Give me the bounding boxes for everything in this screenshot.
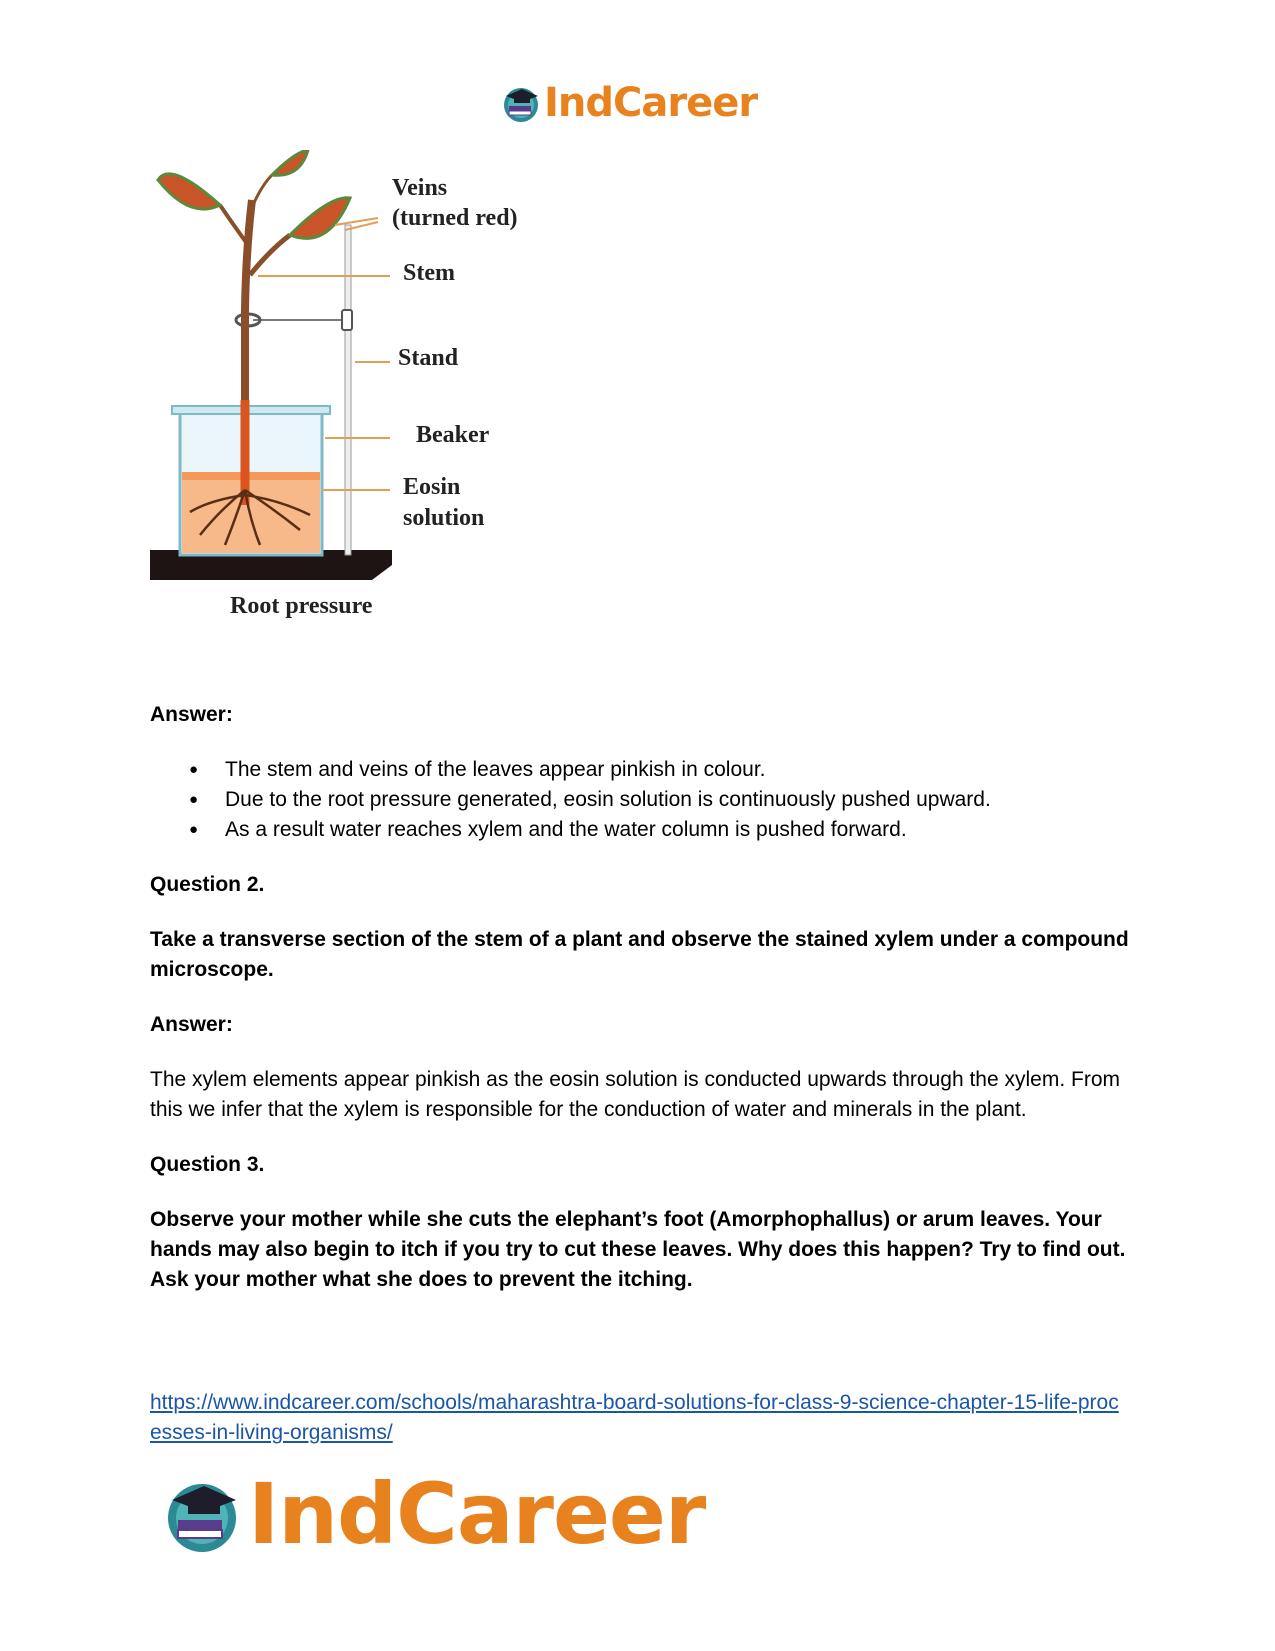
main-content [150,700,1130,1320]
stand-rod [345,225,351,555]
label-beaker: Beaker [416,422,490,448]
beaker-rim [172,406,330,414]
label-solution: solution [403,505,485,531]
question-2-label: Question 2. [150,873,265,896]
label-veins-turned-red: (turned red) [392,205,518,231]
source-link[interactable]: https://www.indcareer.com/schools/maharashtra-board-solutions-for-class-9-science-chapter-15-life-processes-in-living-organisms/ [150,1391,1119,1444]
graduation-cap-book-globe-icon [500,82,542,124]
answer-2-label: Answer: [150,1013,233,1036]
leaf-right [290,198,350,239]
brand-wordmark: IndCareer [544,80,758,126]
label-veins: Veins [392,175,448,201]
answer-1-list [150,755,1130,845]
list-item: ● As a result water reaches xylem and the water column is pushed forward. [225,815,1130,845]
branch-left [220,205,248,245]
branch-top [253,175,272,205]
leaf-left [158,174,220,209]
footer-logo [160,1465,706,1563]
label-stem: Stem [403,260,455,286]
label-stand: Stand [398,345,459,371]
question-3-label: Question 3. [150,1153,265,1176]
leaf-top [272,150,308,175]
label-eosin: Eosin [403,474,461,500]
figure-caption: Root pressure [230,593,373,619]
list-item: ● Due to the root pressure generated, eosin solution is continuously pushed upward. [225,785,1130,815]
branch-right [250,235,290,275]
answer-1-label: Answer: [150,703,233,726]
eosin-surface [182,472,320,480]
list-item: ● The stem and veins of the leaves appear pinkish in colour. [225,755,1130,785]
header-logo [500,80,757,126]
question-2-text: Take a transverse section of the stem of a plant and observe the stained xylem under a compound microscope. [150,928,1129,981]
source-link-block [150,1388,1130,1448]
clamp-knob [342,310,352,330]
root-pressure-figure [150,150,570,650]
graduation-cap-book-globe-icon [160,1472,244,1556]
question-3-text: Observe your mother while she cuts the elephant’s foot (Amorphophallus) or arum leaves. Your hands may also begin to itch if you try to cut these leaves. Why does this happen? Try to find out. Ask your mother what she does to prevent the itching. [150,1208,1126,1291]
root-pressure-diagram [150,150,570,650]
brand-wordmark: IndCareer [248,1465,706,1563]
answer-2-text: The xylem elements appear pinkish as the eosin solution is conducted upwards through the xylem. From this we infer that the xylem is responsible for the conduction of water and minerals in the plant. [150,1068,1120,1121]
